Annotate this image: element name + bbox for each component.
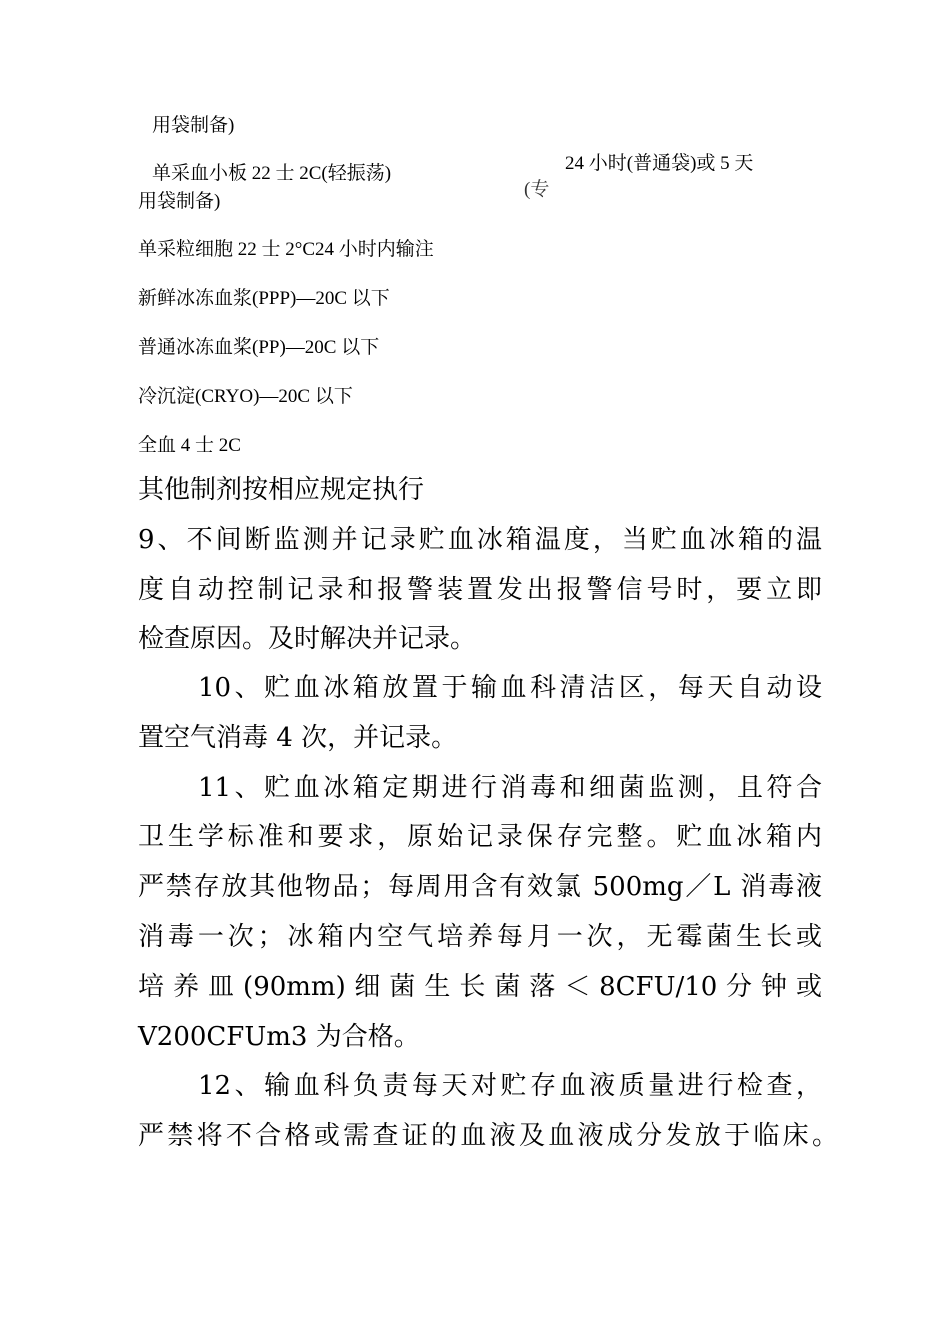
para-11-line-6: V200CFUm3 为合格。	[138, 1022, 420, 1052]
table-line-6: 普通冰冻血桨(PP)—20C 以下	[138, 337, 380, 358]
para-11-line-4: 消毒一次；冰箱内空气培养每月一次，无霉菌生长或	[138, 922, 822, 952]
para-9-line-1: 9、不间断监测并记录贮血冰箱温度，当贮血冰箱的温	[138, 525, 822, 555]
para-11-line-1: 11、贮血冰箱定期进行消毒和细菌监测，且符合	[198, 773, 822, 803]
para-11-line-3: 严禁存放其他物品；每周用含有效氯 500mg／L 消毒液	[138, 872, 822, 902]
para-9-line-2: 度自动控制记录和报警装置发出报警信号时，要立即	[138, 575, 822, 605]
table-line-8: 全血 4 士 2C	[138, 435, 241, 456]
para-11-line-2: 卫生学标准和要求，原始记录保存完整。贮血冰箱内	[138, 822, 822, 852]
table-line-2-left: 单采血小板 22 士 2C(轻振荡)	[152, 163, 392, 184]
para-12-line-2: 严禁将不合格或需查证的血液及血液成分发放于临床。	[138, 1121, 838, 1151]
other-preparations-line: 其他制剂按相应规定执行	[138, 475, 425, 505]
para-12-line-1: 12、输血科负责每天对贮存血液质量进行检查，	[198, 1071, 822, 1101]
table-line-3: 用袋制备)	[138, 191, 221, 212]
table-line-1: 用袋制备)	[152, 115, 235, 136]
para-10-line-2: 置空气消毒 4 次，并记录。	[138, 723, 458, 753]
table-line-2-right: 24 小时(普通袋)或 5 天	[565, 153, 754, 174]
table-line-5: 新鲜冰冻血浆(PPP)—20C 以下	[138, 288, 390, 309]
para-11-line-5: 培 养 皿 (90mm) 细 菌 生 长 菌 落 ＜ 8CFU/10 分 钟 或	[138, 972, 822, 1002]
table-line-4: 单采粒细胞 22 士 2°C24 小时内输注	[138, 239, 434, 260]
para-10-line-1: 10、贮血冰箱放置于输血科清洁区，每天自动设	[198, 673, 822, 703]
table-line-2-fragment: (专	[524, 179, 550, 200]
table-line-7: 冷沉淀(CRYO)—20C 以下	[138, 386, 353, 407]
para-9-line-3: 检查原因。及时解决并记录。	[138, 624, 477, 654]
